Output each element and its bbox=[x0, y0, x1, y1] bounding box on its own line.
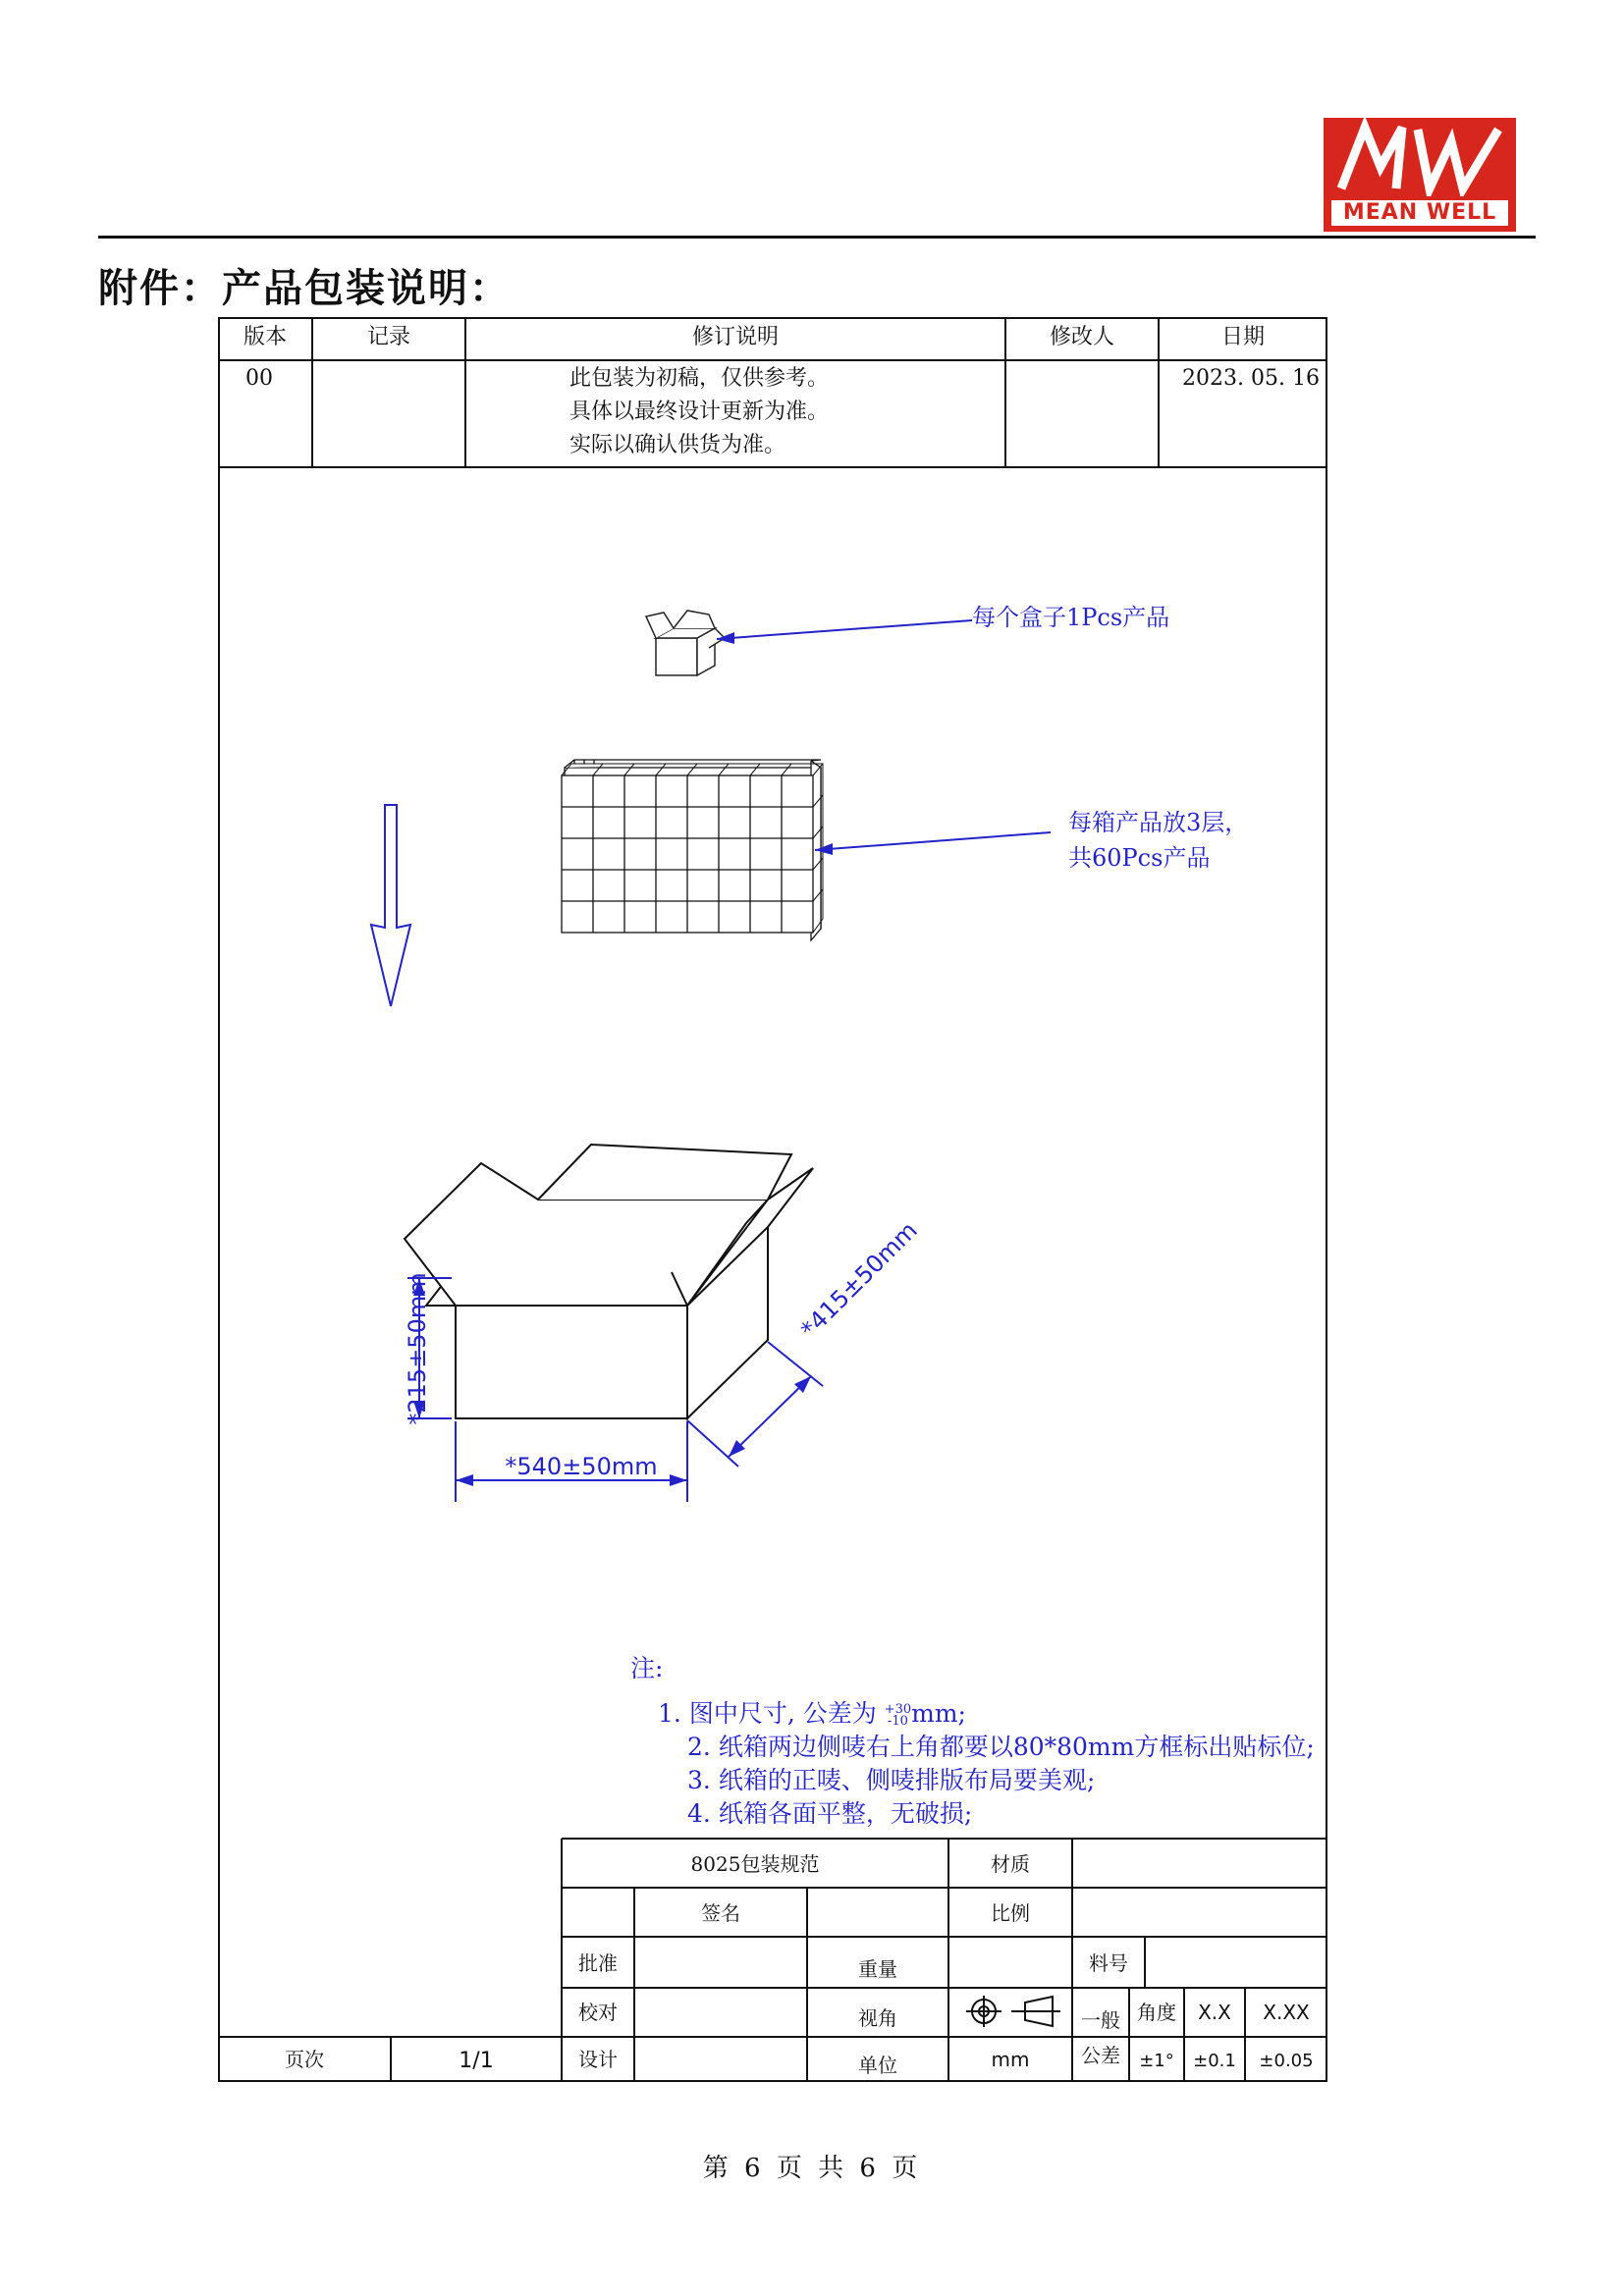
tolerance-xx: ±0.05 bbox=[1259, 2051, 1314, 2071]
logo-wordmark: MEAN WELL bbox=[1331, 200, 1508, 226]
note-text-2: 纸箱两边侧唛右上角都要以80*80mm方框标出贴标位; bbox=[718, 1733, 1315, 1761]
angle-label: 角度 bbox=[1137, 2001, 1176, 2024]
header-record: 记录 bbox=[366, 325, 410, 349]
x-label: X.X bbox=[1198, 2001, 1231, 2024]
open-carton-icon bbox=[405, 1145, 813, 1418]
carton-label-line-1: 每箱产品放3层， bbox=[1068, 809, 1249, 836]
note-number-4: 4. bbox=[687, 1799, 711, 1828]
note-item-2 bbox=[687, 1728, 1315, 1763]
projection-symbol-icon bbox=[966, 1996, 1060, 2027]
tolerance-minus: -10 bbox=[887, 1713, 908, 1729]
revision-version: 00 bbox=[245, 366, 273, 391]
dimension-depth-label: *415±50mm bbox=[795, 1216, 923, 1344]
product-stack-front bbox=[562, 775, 813, 933]
material-label: 材质 bbox=[991, 1852, 1030, 1876]
spec-name: 8025包装规范 bbox=[690, 1852, 820, 1876]
general-label-2: 公差 bbox=[1081, 2044, 1120, 2067]
note-item-1 bbox=[658, 1694, 966, 1730]
view-label: 视角 bbox=[858, 2006, 897, 2030]
note-text-3: 纸箱的正唛、侧唛排版布局要美观; bbox=[718, 1766, 1096, 1794]
note-number-3: 3. bbox=[687, 1766, 711, 1794]
revision-description-line-1: 此包装为初稿，仅供参考。 bbox=[569, 366, 830, 391]
general-label-1: 一般 bbox=[1081, 2008, 1120, 2032]
tolerance-x: ±0.1 bbox=[1193, 2051, 1236, 2071]
page-value: 1/1 bbox=[459, 2049, 494, 2073]
single-box-icon bbox=[646, 611, 725, 675]
dimension-width-label: *540±50mm bbox=[505, 1453, 658, 1480]
box-label: 每个盒子1Pcs产品 bbox=[972, 604, 1170, 631]
xx-label: X.XX bbox=[1263, 2001, 1310, 2024]
note-number-1: 1. bbox=[658, 1699, 681, 1728]
note-tolerance bbox=[884, 1701, 912, 1729]
down-arrow-icon bbox=[371, 805, 410, 1006]
design-label: 设计 bbox=[578, 2048, 618, 2071]
header-version: 版本 bbox=[243, 325, 287, 349]
check-label: 校对 bbox=[578, 2001, 618, 2024]
revision-date: 2023. 05. 16 bbox=[1182, 366, 1320, 391]
note-item-3 bbox=[687, 1761, 1095, 1796]
header-modifier: 修改人 bbox=[1049, 325, 1114, 349]
page-title: 附件：产品包装说明： bbox=[98, 265, 511, 311]
tolerance-angle: ±1° bbox=[1139, 2051, 1174, 2071]
unit-value: mm bbox=[991, 2048, 1030, 2071]
box-leader-line bbox=[717, 620, 972, 639]
revision-description-line-2: 具体以最终设计更新为准。 bbox=[569, 400, 830, 424]
weight-label: 重量 bbox=[858, 1957, 897, 1981]
note-text-1: 图中尺寸, 公差为 bbox=[688, 1699, 877, 1728]
signature-label: 签名 bbox=[701, 1901, 740, 1925]
header-date: 日期 bbox=[1220, 325, 1265, 349]
page-footer: 第 6 页 共 6 页 bbox=[702, 2154, 922, 2183]
part-no-label: 料号 bbox=[1089, 1951, 1128, 1975]
note-item-4 bbox=[687, 1794, 972, 1830]
notes-title: 注: bbox=[630, 1654, 664, 1682]
dimension-height-label: *215±50mm bbox=[404, 1272, 431, 1425]
scale-label: 比例 bbox=[991, 1901, 1030, 1925]
note-text-4: 纸箱各面平整，无破损; bbox=[718, 1799, 973, 1828]
note-number-2: 2. bbox=[687, 1733, 711, 1761]
carton-label-line-2: 共60Pcs产品 bbox=[1068, 844, 1211, 872]
approve-label: 批准 bbox=[578, 1951, 618, 1975]
tolerance-plus: +30 bbox=[884, 1701, 912, 1717]
header-description: 修订说明 bbox=[691, 325, 779, 349]
revision-description-line-3: 实际以确认供货为准。 bbox=[569, 433, 786, 457]
stack-leader-line bbox=[815, 832, 1051, 850]
unit-label: 单位 bbox=[858, 2054, 897, 2077]
page-label: 页次 bbox=[285, 2048, 324, 2071]
note-unit-1: mm; bbox=[911, 1699, 966, 1728]
